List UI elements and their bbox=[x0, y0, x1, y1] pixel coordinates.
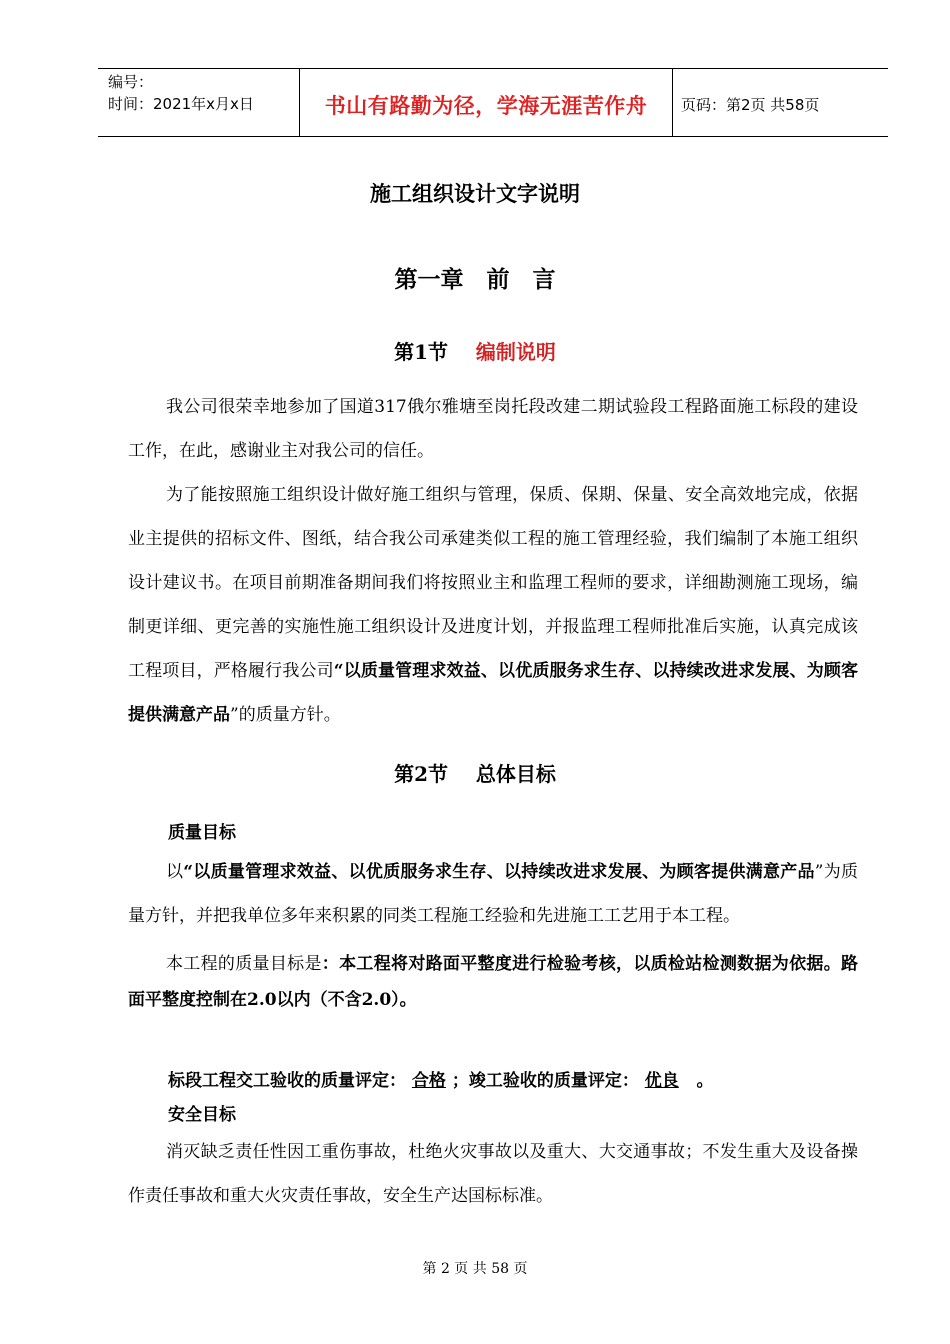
chapter-title: 第一章 前 言 bbox=[394, 266, 556, 293]
quality-body bbox=[128, 850, 858, 1018]
quality-heading: 质量目标 bbox=[168, 823, 236, 843]
section-2-number: 第2节 bbox=[394, 762, 449, 786]
doc-number-label: 编号： bbox=[108, 73, 154, 91]
header-meta-cell bbox=[98, 69, 300, 136]
motto: 书山有路勤为径，学海无涯苦作舟 bbox=[324, 94, 648, 118]
header-motto-cell bbox=[300, 69, 673, 136]
section-1-heading bbox=[0, 336, 950, 365]
acceptance-value: 合格 bbox=[411, 1071, 446, 1091]
section-1-number: 第1节 bbox=[394, 340, 449, 364]
paragraph: 以“以质量管理求效益、以优质服务求生存、以持续改进求发展、为顾客提供满意产品”为质量方针，并把我单位多年来积累的同类工程施工经验和先进施工工艺用于本工程。 bbox=[128, 862, 858, 926]
section-2-heading bbox=[0, 758, 950, 787]
section-1-body bbox=[128, 385, 858, 737]
document-title: 施工组织设计文字说明 bbox=[370, 181, 580, 206]
paragraph: 为了能按照施工组织设计做好施工组织与管理，保质、保期、保量、安全高效地完成，依据业主提供的招标文件、图纸，结合我公司承建类似工程的施工管理经验，我们编制了本施工组织设计建议书。在项目前期准备期间我们将按照业主和监理工程师的要求，详细勘测施工现场，编制更详细、更完善的实施性施工组织设计及进度计划，并报监理工程师批准后实施，认真完成该工程项目，严格履行我公司“以质量管理求效益、以优质服务求生存、以持续改进求发展、为顾客提供满意产品”的质量方针。 bbox=[128, 485, 859, 725]
header-table bbox=[98, 68, 888, 137]
safety-heading: 安全目标 bbox=[168, 1105, 236, 1125]
paragraph: 消灭缺乏责任性因工重伤事故，杜绝火灾事故以及重大、大交通事故；不发生重大及设备操作责任事故和重大火灾责任事故，安全生产达国标标准。 bbox=[128, 1142, 858, 1206]
page-footer: 第 2 页 共 58 页 bbox=[422, 1261, 528, 1277]
section-2-title: 总体目标 bbox=[475, 762, 556, 786]
section-1-title: 编制说明 bbox=[475, 340, 556, 364]
page-info: 页码：第2页 共58页 bbox=[681, 96, 820, 114]
header-page-cell bbox=[673, 69, 888, 136]
completion-value: 优良 bbox=[644, 1071, 679, 1091]
safety-body bbox=[128, 1130, 858, 1218]
paragraph: 本工程的质量目标是：本工程将对路面平整度进行检验考核，以质检站检测数据为依据。路面平整度控制在2.0以内（不含2.0）。 bbox=[128, 954, 859, 1010]
paragraph: 我公司很荣幸地参加了国道317俄尔雅塘至岗托段改建二期试验段工程路面施工标段的建设工作，在此，感谢业主对我公司的信任。 bbox=[128, 397, 858, 461]
acceptance-line: 标段工程交工验收的质量评定： 合格 ；竣工验收的质量评定： 优良 。 bbox=[168, 1071, 714, 1091]
time-label: 时间：2021年x月x日 bbox=[108, 95, 254, 113]
